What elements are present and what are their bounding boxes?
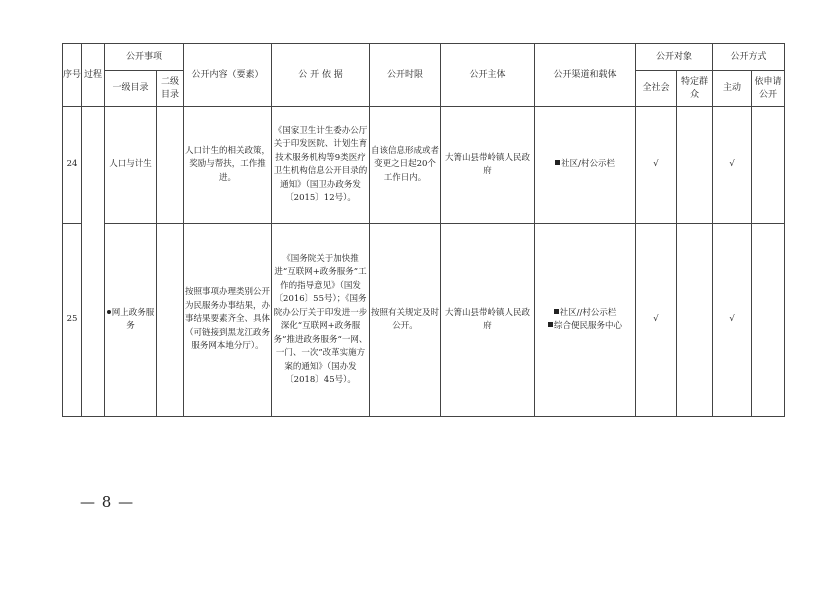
header-seq: 序号 — [63, 44, 82, 107]
channel-cell — [535, 107, 636, 224]
header-audience-all: 全社会 — [636, 71, 677, 107]
process-cell — [82, 107, 105, 417]
page-number: — 8 — — [80, 493, 135, 511]
content-cell: 人口计生的相关政策，奖励与帮扶，工作推进。 — [184, 107, 272, 224]
square-bullet-icon — [554, 309, 559, 314]
method-active-cell: √ — [713, 224, 752, 417]
header-subject: 公开主体 — [441, 44, 535, 107]
level1-cell: 人口与计生 — [105, 107, 157, 224]
square-bullet-icon — [555, 160, 560, 165]
channel-item: 社区/村公示栏 — [535, 158, 635, 172]
square-bullet-icon — [548, 322, 553, 327]
round-bullet-icon — [107, 310, 111, 314]
level1-cell: 网上政务服务 — [105, 224, 157, 417]
header-time-limit: 公开时限 — [370, 44, 441, 107]
method-request-cell — [752, 224, 785, 417]
header-basis: 公 开 依 据 — [272, 44, 370, 107]
header-method-request: 依申请公开 — [752, 71, 785, 107]
audience-specific-cell — [677, 224, 713, 417]
table-row — [63, 224, 785, 417]
subject-cell: 大箐山县带岭镇人民政府 — [441, 107, 535, 224]
header-content: 公开内容（要素） — [184, 44, 272, 107]
channel-item: 社区//村公示栏 — [535, 307, 635, 321]
basis-cell: 《国家卫生计生委办公厅关于印发医院、计划生育技术服务机构等9类医疗卫生机构信息公开目录的通知》（国卫办政务发〔2015〕12号）。 — [272, 107, 370, 224]
content-cell: 按照事项办理类别公开为民服务办事结果，办事结果要素齐全、具体（可链接到黑龙江政务服务网本地分厅）。 — [184, 224, 272, 417]
audience-all-cell: √ — [636, 107, 677, 224]
method-active-cell: √ — [713, 107, 752, 224]
subject-cell: 大箐山县带岭镇人民政府 — [441, 224, 535, 417]
row-number: 25 — [63, 224, 82, 417]
header-method-active: 主动 — [713, 71, 752, 107]
header-items-group: 公开事项 — [105, 44, 184, 71]
row-number: 24 — [63, 107, 82, 224]
channel-item: 综合便民服务中心 — [535, 320, 635, 334]
channel-cell — [535, 224, 636, 417]
header-channel: 公开渠道和载体 — [535, 44, 636, 107]
time-limit-cell: 按照有关规定及时公开。 — [370, 224, 441, 417]
header-level2: 二级目录 — [157, 71, 184, 107]
level2-cell — [157, 107, 184, 224]
method-request-cell — [752, 107, 785, 224]
level2-cell — [157, 224, 184, 417]
header-level1: 一级目录 — [105, 71, 157, 107]
basis-cell: 《国务院关于加快推进“互联网+政务服务”工作的指导意见》（国发〔2016〕55号）；《国务院办公厅关于印发进一步深化“互联网+政务服务”推进政务服务“一网、一门、一次”改革实施方案的通知》（国办发〔2018〕45号）。 — [272, 224, 370, 417]
audience-all-cell: √ — [636, 224, 677, 417]
header-audience-group: 公开对象 — [636, 44, 713, 71]
header-process: 过程 — [82, 44, 105, 107]
disclosure-table — [62, 43, 785, 417]
header-audience-specific: 特定群众 — [677, 71, 713, 107]
audience-specific-cell — [677, 107, 713, 224]
time-limit-cell: 自该信息形成或者变更之日起20个工作日内。 — [370, 107, 441, 224]
table-row — [63, 107, 785, 224]
header-method-group: 公开方式 — [713, 44, 785, 71]
